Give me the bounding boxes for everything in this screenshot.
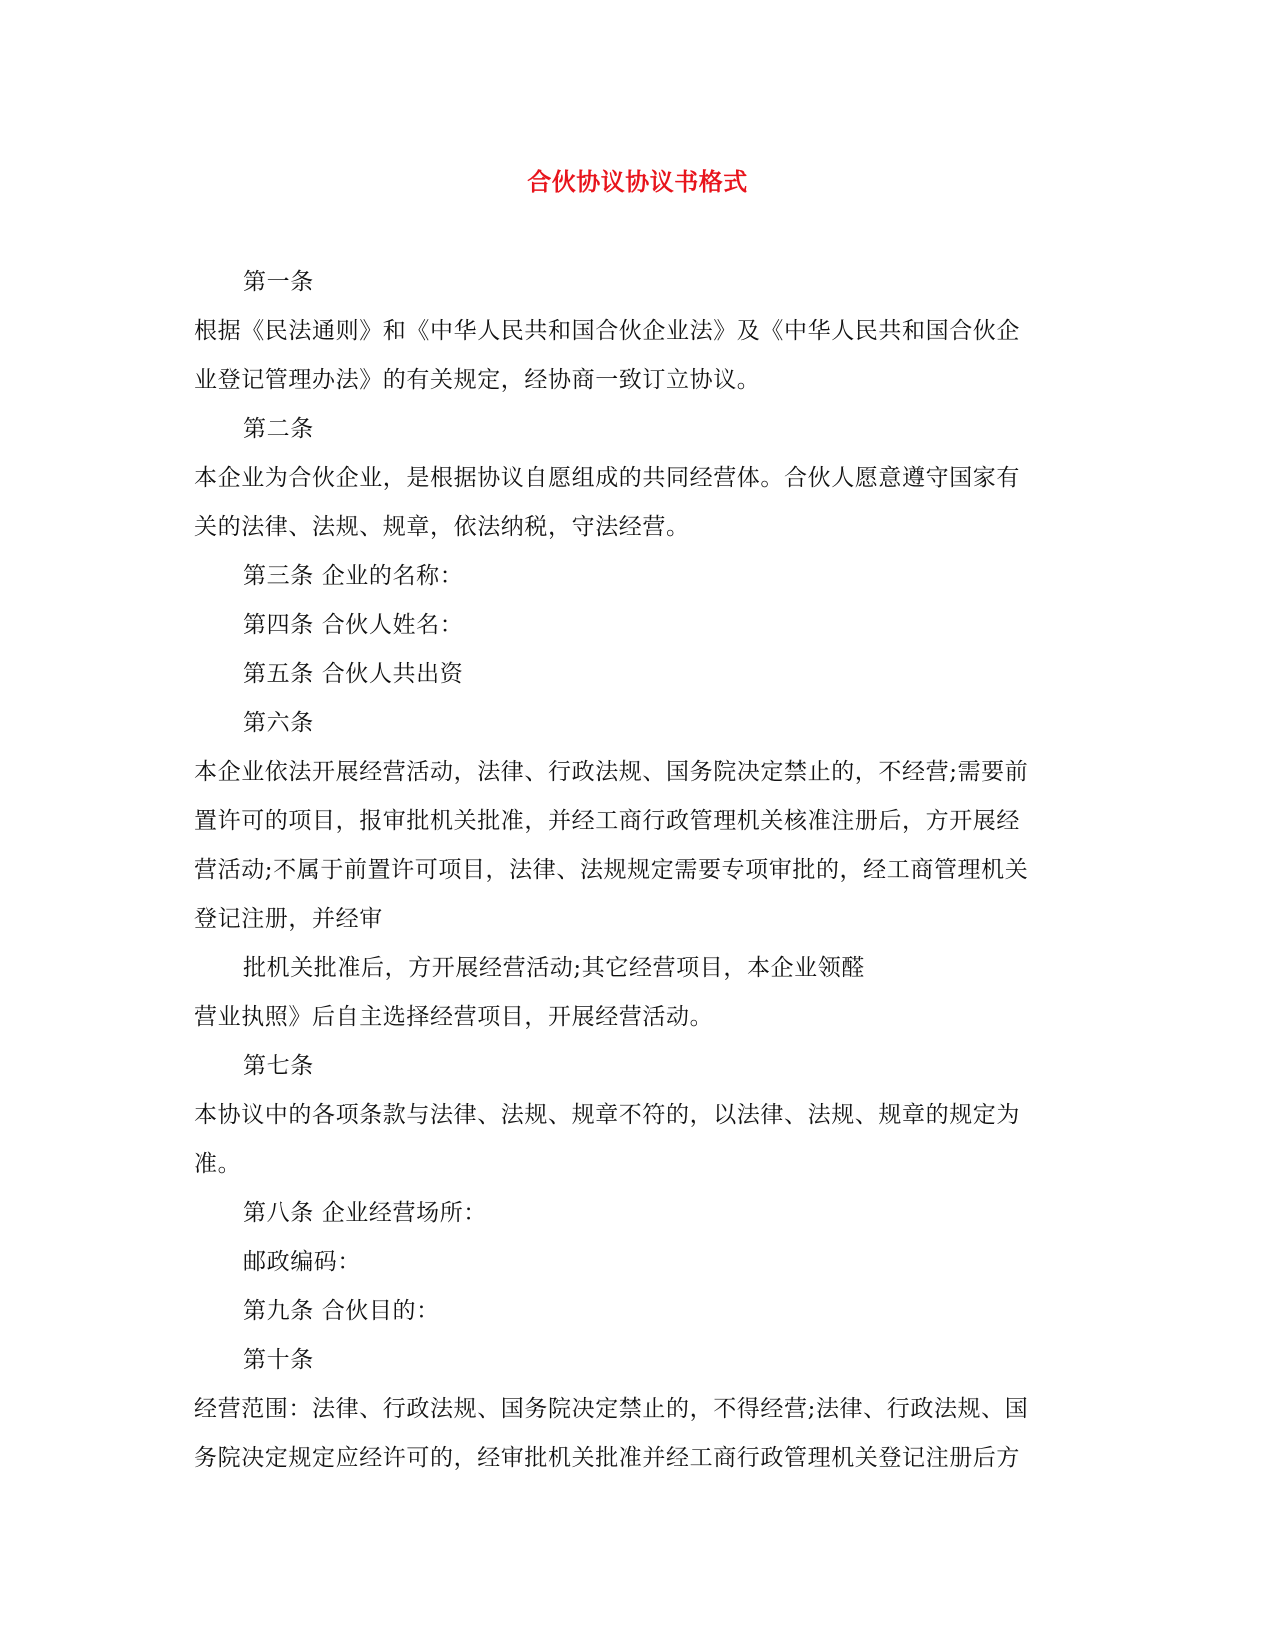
document-line: 务院决定规定应经许可的，经审批机关批准并经工商行政管理机关登记注册后方 — [194, 1445, 1020, 1471]
document-body — [194, 258, 1084, 1483]
document-line: 第六条 — [243, 710, 314, 736]
document-line: 第十条 — [243, 1347, 314, 1373]
document-line: 第五条 合伙人共出资 — [243, 661, 464, 687]
document-line: 经营范围：法律、行政法规、国务院决定禁止的，不得经营;法律、行政法规、国 — [194, 1396, 1029, 1422]
document-line: 业登记管理办法》的有关规定，经协商一致订立协议。 — [194, 367, 761, 393]
document-line: 置许可的项目，报审批机关批准，并经工商行政管理机关核准注册后，方开展经 — [194, 808, 1020, 834]
document-line: 本企业为合伙企业，是根据协议自愿组成的共同经营体。合伙人愿意遵守国家有 — [194, 465, 1020, 491]
document-line: 第八条 企业经营场所： — [243, 1200, 487, 1226]
document-line: 邮政编码： — [243, 1249, 361, 1275]
document-line: 本协议中的各项条款与法律、法规、规章不符的，以法律、法规、规章的规定为 — [194, 1102, 1020, 1128]
document-title: 合伙协议协议书格式 — [527, 168, 748, 196]
document-line: 第七条 — [243, 1053, 314, 1079]
document-line: 登记注册，并经审 — [194, 906, 383, 932]
document-line: 准。 — [194, 1151, 242, 1177]
document-line: 批机关批准后，方开展经营活动;其它经营项目，本企业领醛 — [243, 955, 865, 981]
document-line: 第二条 — [243, 416, 314, 442]
document-line: 第四条 合伙人姓名： — [243, 612, 464, 638]
document-line: 第九条 合伙目的： — [243, 1298, 440, 1324]
document-line: 根据《民法通则》和《中华人民共和国合伙企业法》及《中华人民共和国合伙企 — [194, 318, 1020, 344]
document-line: 营活动;不属于前置许可项目，法律、法规规定需要专项审批的，经工商管理机关 — [194, 857, 1029, 883]
document-line: 本企业依法开展经营活动，法律、行政法规、国务院决定禁止的，不经营;需要前 — [194, 759, 1029, 785]
document-line: 第一条 — [243, 269, 314, 295]
document-line: 关的法律、法规、规章，依法纳税，守法经营。 — [194, 514, 690, 540]
document-line: 营业执照》后自主选择经营项目，开展经营活动。 — [194, 1004, 714, 1030]
document-line: 第三条 企业的名称： — [243, 563, 464, 589]
